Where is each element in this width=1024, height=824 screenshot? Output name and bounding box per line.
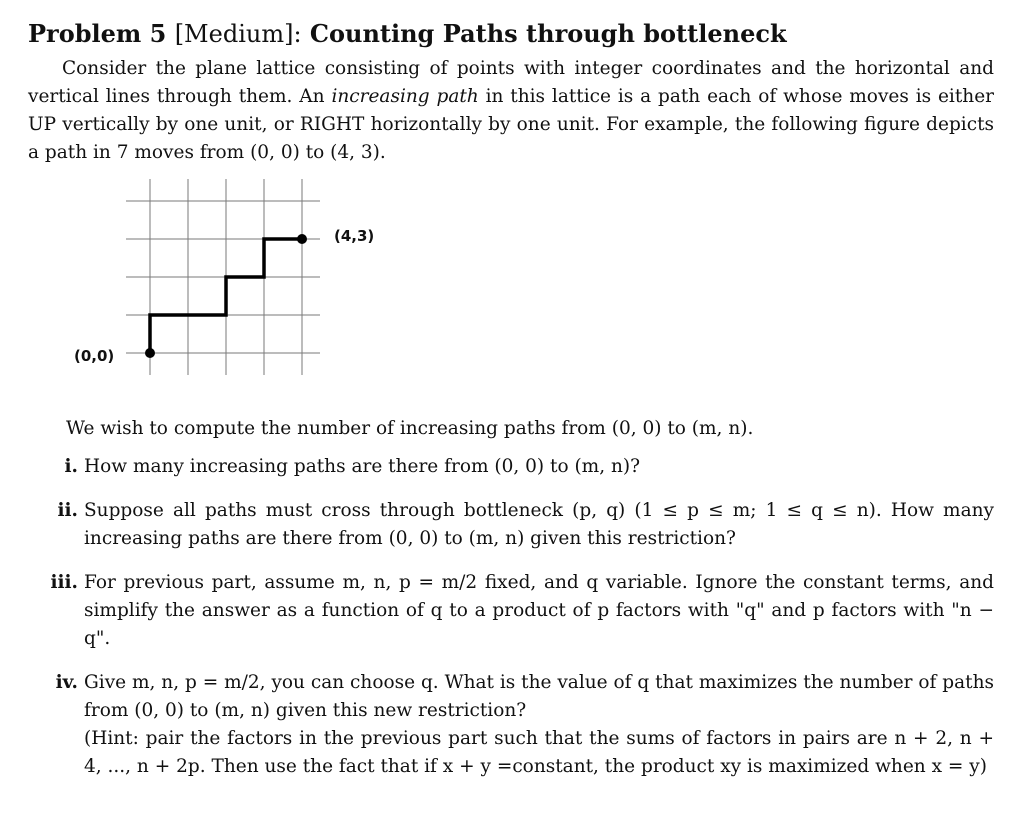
question-ii <box>28 497 994 553</box>
question-iii <box>28 569 994 653</box>
question-text: Give m, n, p = m/2, you can choose q. What is the value of q that maximizes the number of paths from (0, 0) to (m, n) given this new restriction? <box>84 671 994 721</box>
question-text: For previous part, assume m, n, p = m/2 fixed, and q variable. Ignore the constant terms, and simplify the answer as a function of q to a product of p factors with "q" and p factors with "n − q". <box>84 571 994 649</box>
start-point-label: (0,0) <box>74 346 115 365</box>
question-i <box>28 453 994 481</box>
question-number: ii. <box>57 499 78 521</box>
end-point-marker <box>297 234 307 244</box>
problem-page <box>28 20 994 797</box>
problem-label: Problem 5 <box>28 19 167 48</box>
question-text: How many increasing paths are there from (0, 0) to (m, n)? <box>84 455 641 477</box>
intro-emphasis: increasing path <box>331 85 479 107</box>
problem-title <box>28 20 994 49</box>
end-point-label: (4,3) <box>334 226 375 245</box>
question-list <box>28 453 994 781</box>
question-number: iv. <box>55 671 78 693</box>
question-number: iii. <box>50 571 78 593</box>
lattice-figure <box>68 173 428 393</box>
question-text: Suppose all paths must cross through bottleneck (p, q) (1 ≤ p ≤ m; 1 ≤ q ≤ n). How many increasing paths are there from (0, 0) to (m, n) given this restriction? <box>84 499 994 549</box>
question-iv <box>28 669 994 781</box>
problem-name: Counting Paths through bottleneck <box>309 19 787 48</box>
problem-difficulty: [Medium]: <box>174 20 302 48</box>
question-hint: (Hint: pair the factors in the previous part such that the sums of factors in pairs are n + 2, n + 4, ..., n + 2p. Then use the fact that if x + y =constant, the product xy is maximized when x = y) <box>84 727 994 777</box>
intro-paragraph <box>28 55 994 167</box>
lattice-svg <box>68 173 428 393</box>
question-number: i. <box>64 455 78 477</box>
intro-part1: Consider the plane lattice consisting of points with integer coordinates and the horizontal and vertical lines through them. An <box>28 57 994 107</box>
wish-statement: We wish to compute the number of increasing paths from (0, 0) to (m, n). <box>66 417 754 439</box>
intro-part2: in this lattice is a path each of whose moves is either UP vertically by one unit, or RIGHT horizontally by one unit. For example, the following figure depicts a path in 7 moves from (0, 0) to (4, 3). <box>28 85 994 163</box>
start-point-marker <box>145 348 155 358</box>
